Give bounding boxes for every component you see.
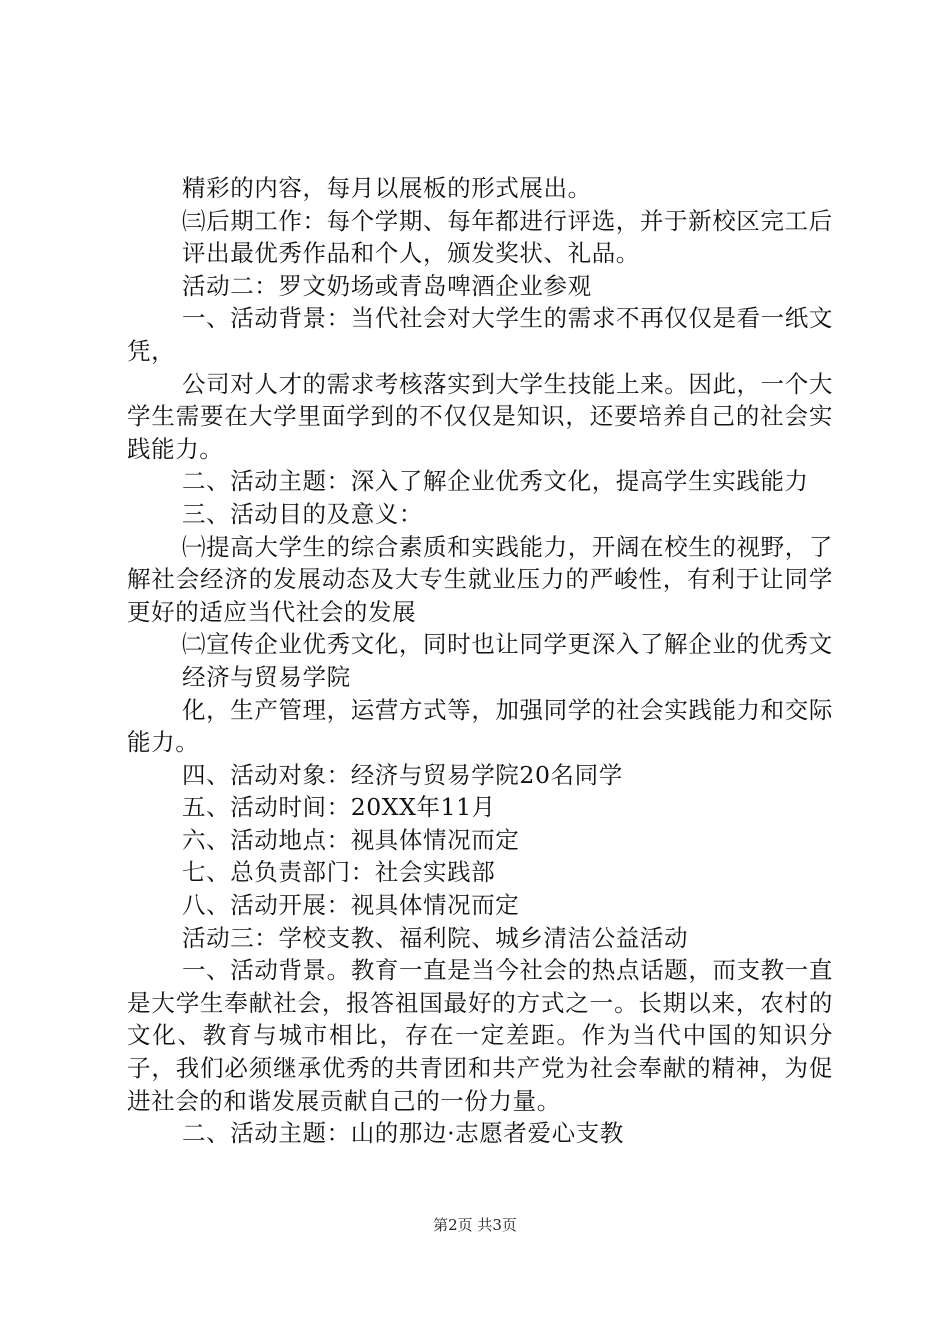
paragraph: 五、活动时间：20XX年11月 — [182, 793, 496, 822]
paragraph: 三、活动目的及意义： — [182, 499, 423, 528]
section-heading: 活动二：罗文奶场或青岛啤酒企业参观 — [182, 271, 592, 300]
paragraph: 二、活动主题：深入了解企业优秀文化，提高学生实践能力 — [182, 467, 809, 496]
paragraph: ㈡宣传企业优秀文化，同时也让同学更深入了解企业的优秀文 — [182, 630, 833, 659]
paragraph: 八、活动开展：视具体情况而定 — [182, 891, 520, 920]
document-body — [127, 172, 833, 1150]
paragraph: 经济与贸易学院 — [182, 662, 351, 691]
paragraph: 一、活动背景。教育一直是当今社会的热点话题，而支教一直是大学生奉献社会，报答祖国最好的方式之一。长期以来，农村的文化、教育与城市相比，存在一定差距。作为当代中国的知识分子，我们必须继承优秀的共青团和共产党为社会奉献的精神，为促进社会的和谐发展贡献自己的一份力量。 — [127, 956, 833, 1115]
paragraph: 公司对人才的需求考核落实到大学生技能上来。因此，一个大学生需要在大学里面学到的不仅仅是知识，还要培养自己的社会实践能力。 — [127, 369, 833, 463]
paragraph: ㈠提高大学生的综合素质和实践能力，开阔在校生的视野，了解社会经济的发展动态及大专生就业压力的严峻性，有利于让同学更好的适应当代社会的发展 — [127, 532, 833, 626]
paragraph: 六、活动地点：视具体情况而定 — [182, 825, 520, 854]
paragraph: 一、活动背景：当代社会对大学生的需求不再仅仅是看一纸文凭， — [127, 304, 833, 365]
page-number: 第2页 共3页 — [433, 1216, 517, 1234]
paragraph: 精彩的内容，每月以展板的形式展出。 — [182, 174, 592, 202]
section-heading: 活动三：学校支教、福利院、城乡清洁公益活动 — [182, 923, 689, 952]
paragraph: 七、总负责部门：社会实践部 — [182, 858, 496, 887]
paragraph: 二、活动主题：山的那边·志愿者爱心支教 — [182, 1119, 624, 1148]
paragraph: 化，生产管理，运营方式等，加强同学的社会实践能力和交际能力。 — [127, 695, 833, 757]
paragraph: ㈢后期工作：每个学期、每年都进行评选，并于新校区完工后 — [182, 206, 833, 235]
paragraph: 评出最优秀作品和个人，颁发奖状、礼品。 — [182, 239, 640, 268]
paragraph: 四、活动对象：经济与贸易学院20名同学 — [182, 760, 623, 789]
page-footer — [0, 1215, 950, 1235]
